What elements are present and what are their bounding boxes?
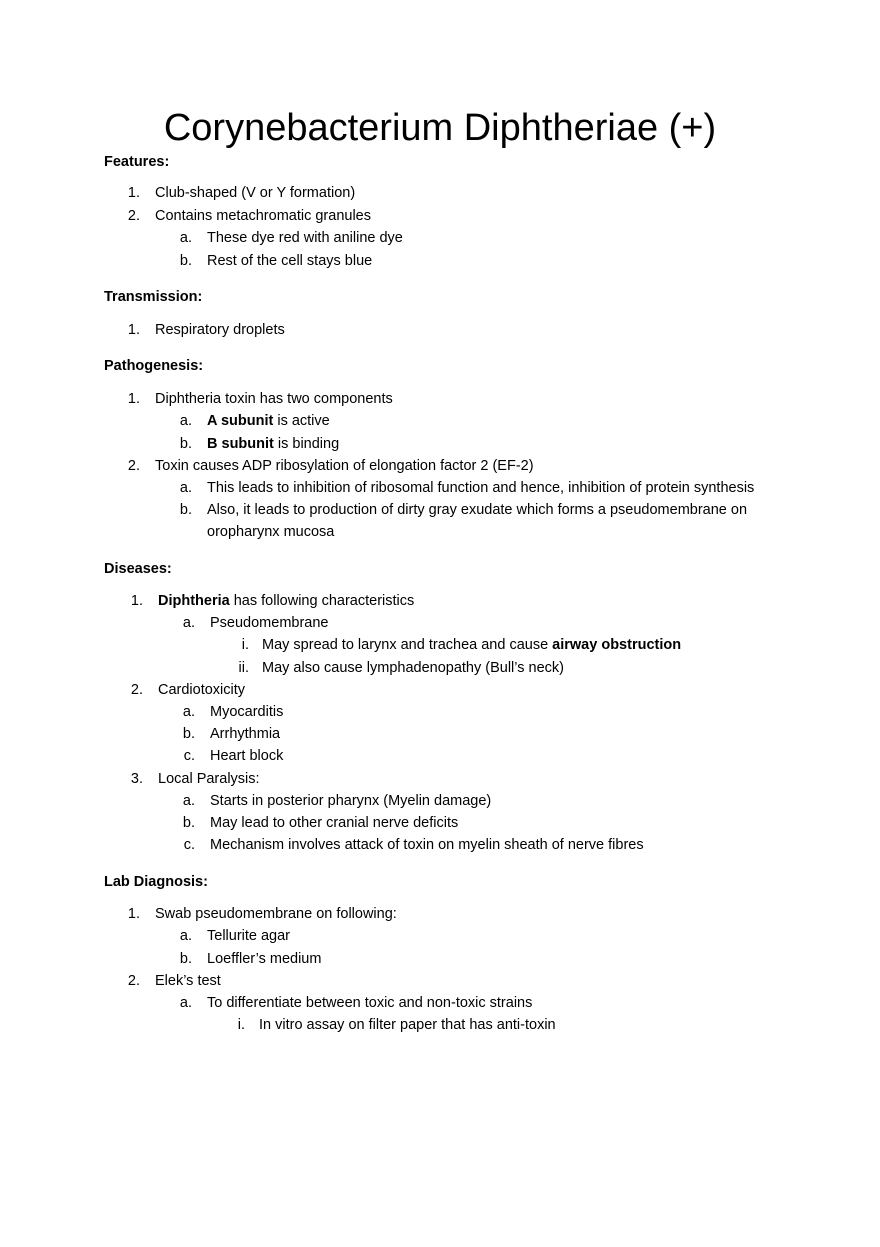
page-title: Corynebacterium Diphtheriae (+): [163, 107, 717, 149]
section-heading-features: Features:: [104, 154, 170, 170]
list-text: Heart block: [210, 748, 284, 764]
list-number: c.: [183, 837, 195, 853]
list-text: Arrhythmia: [210, 726, 281, 742]
list-number: a.: [179, 413, 192, 429]
list-text: Cardiotoxicity: [158, 682, 246, 698]
list-number: a.: [179, 480, 192, 496]
list-number: i.: [241, 637, 249, 653]
bold-term: Diphtheria: [158, 593, 230, 609]
list-number: 3.: [130, 771, 143, 787]
section-heading-pathogenesis: Pathogenesis:: [104, 358, 204, 374]
bold-term: airway obstruction: [552, 637, 682, 653]
list-text: Elek’s test: [155, 973, 221, 989]
list-text: oropharynx mucosa: [207, 524, 335, 540]
list-text: Toxin causes ADP ribosylation of elongation factor 2 (EF-2): [155, 458, 534, 474]
list-number: b.: [179, 951, 192, 967]
list-text: Respiratory droplets: [155, 322, 285, 338]
list-text: Diphtheria toxin has two components: [155, 391, 393, 407]
list-text: [207, 411, 330, 431]
list-text: These dye red with aniline dye: [207, 230, 403, 246]
list-number: 1.: [127, 185, 140, 201]
list-text-rest: has following characteristics: [229, 593, 415, 609]
list-text: Tellurite agar: [207, 928, 291, 944]
section-heading-diseases: Diseases:: [104, 561, 172, 577]
list-number: a.: [182, 704, 195, 720]
list-number: 2.: [127, 208, 140, 224]
list-text-rest: May spread to larynx and trachea and cause: [262, 637, 553, 653]
bold-term: B subunit: [207, 436, 274, 452]
list-text: Contains metachromatic granules: [155, 208, 371, 224]
list-number: b.: [182, 726, 195, 742]
list-number: a.: [182, 793, 195, 809]
list-number: 1.: [130, 593, 143, 609]
list-number: ii.: [238, 660, 249, 676]
list-text-rest: is binding: [273, 436, 340, 452]
list-number: a.: [179, 928, 192, 944]
list-number: 1.: [127, 322, 140, 338]
list-text: [262, 635, 681, 655]
list-text: Also, it leads to production of dirty gray exudate which forms a pseudomembrane on: [207, 502, 748, 518]
list-text: Loeffler’s medium: [207, 951, 322, 967]
list-text: [158, 591, 414, 611]
list-number: 1.: [127, 906, 140, 922]
list-number: b.: [179, 253, 192, 269]
section-heading-lab-diagnosis: Lab Diagnosis:: [104, 874, 208, 890]
list-text: Mechanism involves attack of toxin on myelin sheath of nerve fibres: [210, 837, 644, 853]
list-text: This leads to inhibition of ribosomal function and hence, inhibition of protein synthesis: [207, 480, 755, 496]
list-text: Club-shaped (V or Y formation): [155, 185, 356, 201]
list-text: May lead to other cranial nerve deficits: [210, 815, 459, 831]
list-text: To differentiate between toxic and non-toxic strains: [207, 995, 533, 1011]
list-text: May also cause lymphadenopathy (Bull’s neck): [262, 660, 564, 676]
list-text: [207, 434, 339, 454]
list-text: Pseudomembrane: [210, 615, 329, 631]
section-heading-transmission: Transmission:: [104, 289, 203, 305]
list-number: 2.: [127, 973, 140, 989]
list-text: Local Paralysis:: [158, 771, 260, 787]
list-number: i.: [237, 1017, 245, 1033]
list-number: b.: [179, 436, 192, 452]
list-number: b.: [182, 815, 195, 831]
list-text: Starts in posterior pharynx (Myelin damage): [210, 793, 492, 809]
list-number: 1.: [127, 391, 140, 407]
list-number: 2.: [127, 458, 140, 474]
list-number: a.: [179, 995, 192, 1011]
list-text: Rest of the cell stays blue: [207, 253, 373, 269]
bold-term: A subunit: [207, 413, 274, 429]
list-text: Myocarditis: [210, 704, 284, 720]
list-number: a.: [179, 230, 192, 246]
list-text: In vitro assay on filter paper that has anti-toxin: [259, 1017, 556, 1033]
list-number: b.: [179, 502, 192, 518]
list-text-rest: is active: [273, 413, 330, 429]
list-number: 2.: [130, 682, 143, 698]
list-text: Swab pseudomembrane on following:: [155, 906, 397, 922]
list-number: a.: [182, 615, 195, 631]
list-number: c.: [183, 748, 195, 764]
